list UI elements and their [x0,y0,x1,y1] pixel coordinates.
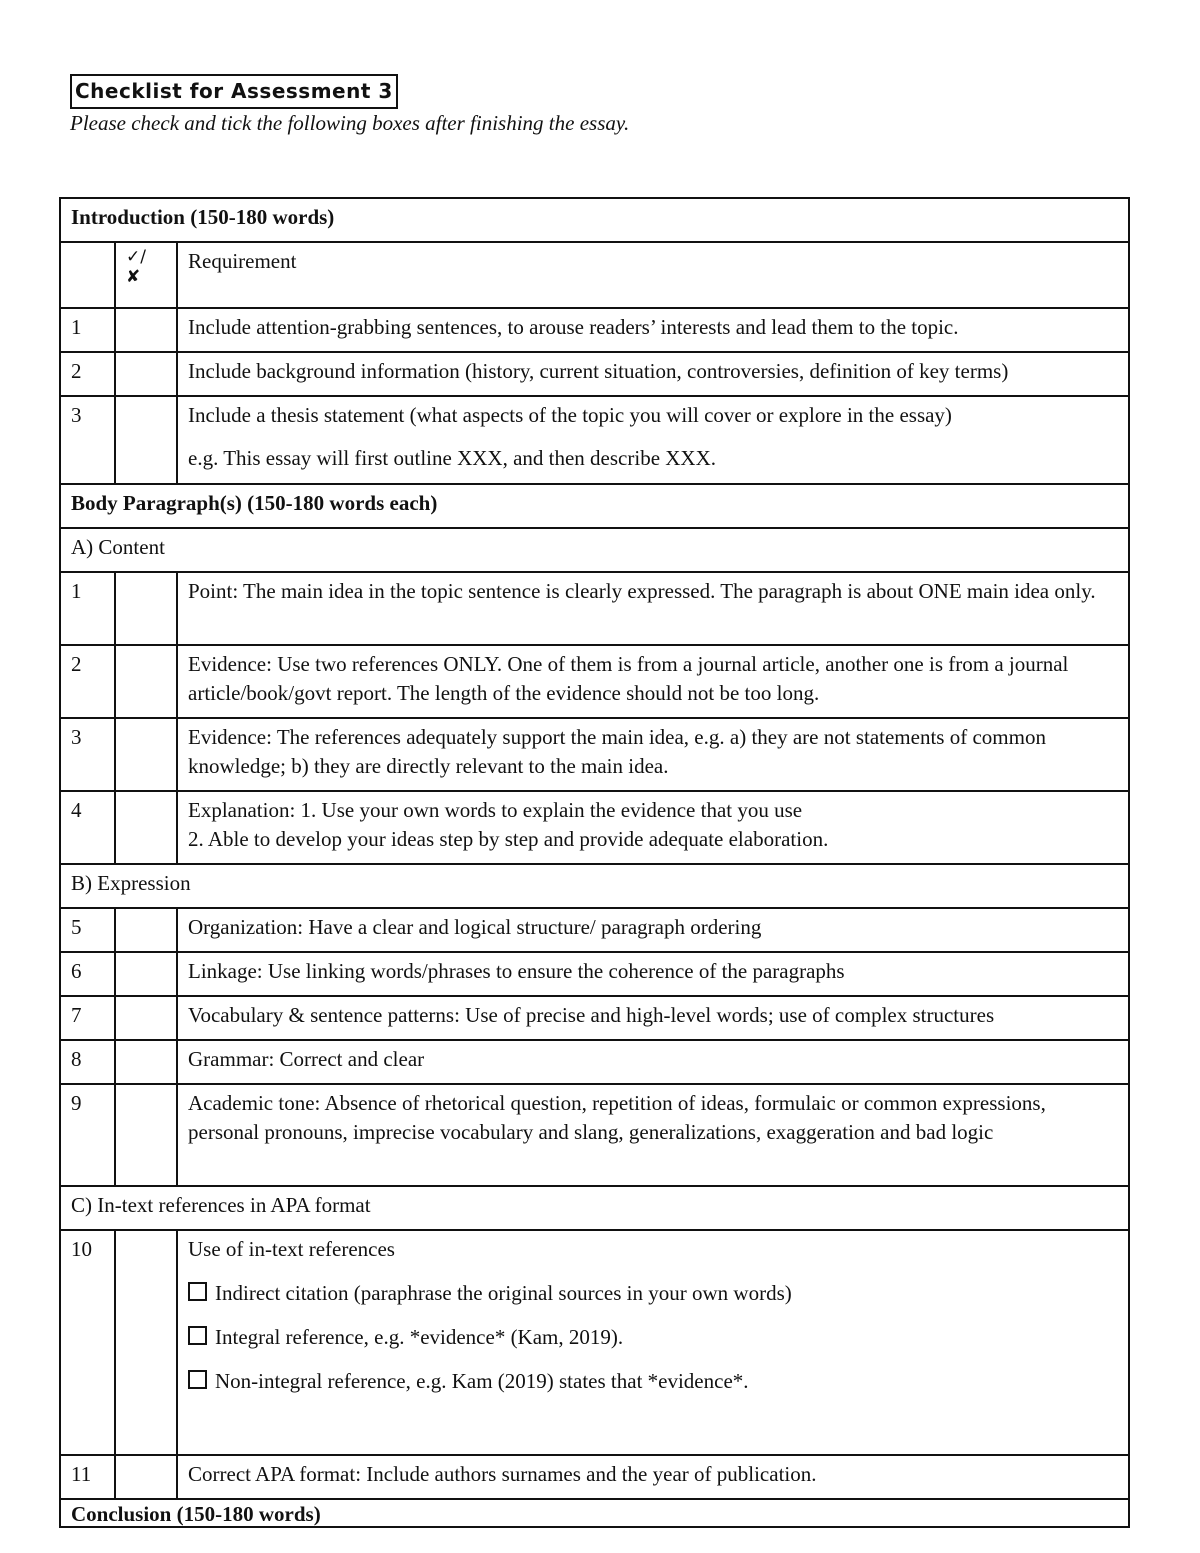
tick-box-cell[interactable] [115,1040,177,1084]
row-number: 2 [60,352,115,396]
option-indirect-citation [188,1279,1118,1308]
table-row [60,1084,1129,1186]
checkbox-icon[interactable] [188,1326,207,1345]
table-row [60,645,1129,718]
requirement-cell [177,1230,1129,1455]
table-row [60,791,1129,864]
section-row-body [60,484,1129,528]
number-header-cell [60,242,115,308]
tick-box-cell[interactable] [115,1230,177,1455]
table-row [60,396,1129,484]
cross-icon: ✘ [126,267,141,287]
requirement-text: Include background information (history, current situation, controversies, definition of key terms) [177,352,1129,396]
row-number: 4 [60,791,115,864]
row-number: 6 [60,952,115,996]
tick-box-cell[interactable] [115,1084,177,1186]
tick-header-cell [115,242,177,308]
section-heading-body: Body Paragraph(s) (150-180 words each) [60,484,1129,528]
row-number: 7 [60,996,115,1040]
requirement-text: Point: The main idea in the topic sentence is clearly expressed. The paragraph is about ONE main idea only. [177,572,1129,645]
requirement-text: Organization: Have a clear and logical structure/ paragraph ordering [177,908,1129,952]
requirement-text: Grammar: Correct and clear [177,1040,1129,1084]
option-label: Non-integral reference, e.g. Kam (2019) states that *evidence*. [215,1369,749,1393]
option-integral-reference [188,1323,1118,1352]
table-row [60,1230,1129,1455]
section-row-introduction [60,198,1129,242]
table-row [60,572,1129,645]
header-row [60,242,1129,308]
row-number: 3 [60,718,115,791]
table-row [60,908,1129,952]
subsection-heading-references: C) In-text references in APA format [60,1186,1129,1230]
row-number: 3 [60,396,115,484]
tick-box-cell[interactable] [115,396,177,484]
subsection-row-expression [60,864,1129,908]
requirement-example: e.g. This essay will first outline XXX, and then describe XXX. [188,446,717,470]
row-number: 5 [60,908,115,952]
tick-box-cell[interactable] [115,791,177,864]
row-number: 1 [60,308,115,352]
requirement-text: Include a thesis statement (what aspects of the topic you will cover or explore in the essay) [188,403,952,427]
row-number: 9 [60,1084,115,1186]
tick-box-cell[interactable] [115,952,177,996]
check-icon: ✓/ [126,247,146,267]
requirement-text: Explanation: 1. Use your own words to explain the evidence that you use [188,798,803,822]
tick-box-cell[interactable] [115,718,177,791]
tick-box-cell[interactable] [115,572,177,645]
option-label: Indirect citation (paraphrase the original sources in your own words) [215,1281,792,1305]
tick-box-cell[interactable] [115,645,177,718]
requirement-text: Academic tone: Absence of rhetorical question, repetition of ideas, formulaic or common expressions, personal pronouns, imprecise vocabulary and slang, generalizations, exaggeration and bad logic [177,1084,1129,1186]
option-non-integral-reference [188,1367,1118,1396]
tick-box-cell[interactable] [115,352,177,396]
row-number: 11 [60,1455,115,1499]
row-number: 8 [60,1040,115,1084]
table-row [60,718,1129,791]
requirement-text: Use of in-text references [188,1237,395,1261]
row-number: 10 [60,1230,115,1455]
checkbox-icon[interactable] [188,1370,207,1389]
option-label: Integral reference, e.g. *evidence* (Kam, 2019). [215,1325,624,1349]
table-row [60,1040,1129,1084]
subsection-row-references [60,1186,1129,1230]
requirement-text: Evidence: Use two references ONLY. One of them is from a journal article, another one is from a journal article/book/govt report. The length of the evidence should not be too long. [177,645,1129,718]
tick-box-cell[interactable] [115,1455,177,1499]
instructions-text: Please check and tick the following boxes after finishing the essay. [70,111,630,135]
requirement-text: Include attention-grabbing sentences, to arouse readers’ interests and lead them to the topic. [177,308,1129,352]
checkbox-icon[interactable] [188,1282,207,1301]
page-title: Checklist for Assessment 3 [70,74,398,109]
section-heading-conclusion: Conclusion (150-180 words) [60,1499,1129,1527]
subsection-heading-content: A) Content [60,528,1129,572]
requirement-text-continued: 2. Able to develop your ideas step by step and provide adequate elaboration. [188,827,829,851]
requirement-text: Correct APA format: Include authors surnames and the year of publication. [177,1455,1129,1499]
table-row [60,996,1129,1040]
subsection-row-content [60,528,1129,572]
tick-box-cell[interactable] [115,908,177,952]
section-row-conclusion [60,1499,1129,1527]
row-number: 1 [60,572,115,645]
tick-box-cell[interactable] [115,308,177,352]
requirement-text: Evidence: The references adequately support the main idea, e.g. a) they are not statements of common knowledge; b) they are directly relevant to the main idea. [177,718,1129,791]
row-number: 2 [60,645,115,718]
checklist-table [59,197,1130,1528]
requirement-text: Linkage: Use linking words/phrases to ensure the coherence of the paragraphs [177,952,1129,996]
subsection-heading-expression: B) Expression [60,864,1129,908]
section-heading-introduction: Introduction (150-180 words) [60,198,1129,242]
table-row [60,308,1129,352]
requirement-text: Vocabulary & sentence patterns: Use of precise and high-level words; use of complex structures [177,996,1129,1040]
table-row [60,352,1129,396]
table-row [60,1455,1129,1499]
requirement-cell [177,396,1129,484]
requirement-header-cell: Requirement [177,242,1129,308]
tick-box-cell[interactable] [115,996,177,1040]
table-row [60,952,1129,996]
requirement-cell [177,791,1129,864]
